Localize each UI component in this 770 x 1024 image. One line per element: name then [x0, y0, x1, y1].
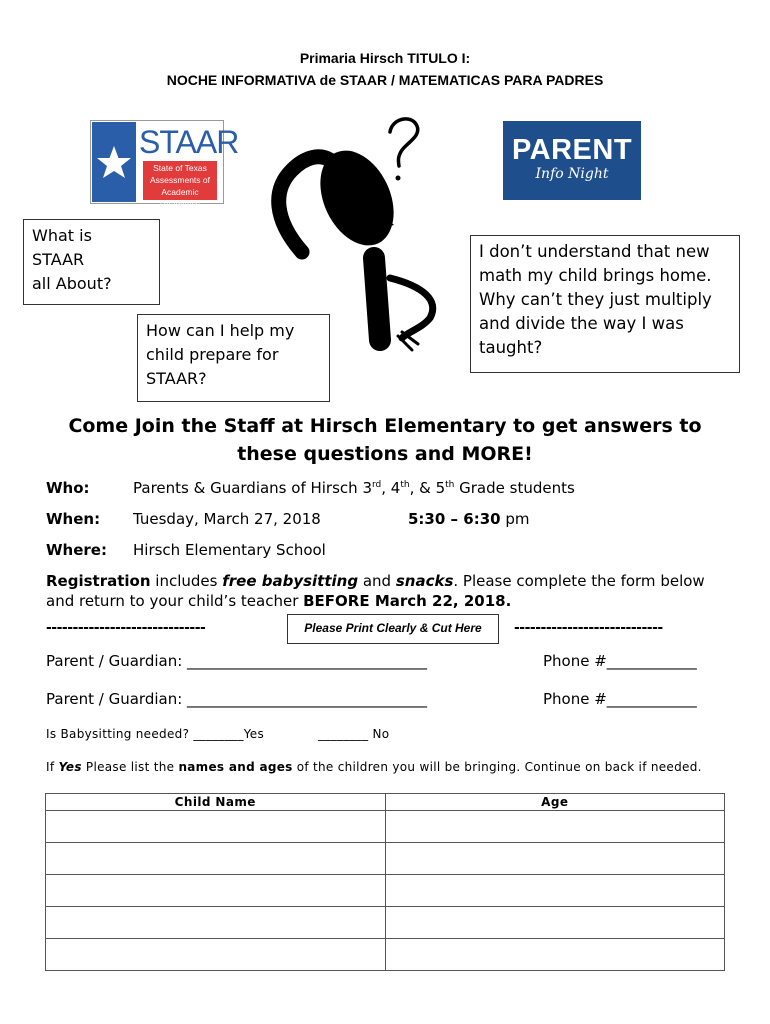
bubble-q2-line: How can I help my — [146, 321, 295, 340]
reg-snacks: snacks — [395, 572, 454, 590]
who-text: , 4 — [381, 479, 401, 497]
if-yes-word: Yes — [58, 760, 82, 774]
col-child-name: Child Name — [46, 794, 386, 811]
guardian-2-field[interactable]: Parent / Guardian: ________________________________ — [46, 690, 428, 708]
table-row — [46, 875, 725, 907]
reg-text: and return to your child’s teacher — [46, 592, 304, 610]
phone-2-field[interactable]: Phone #____________ — [543, 690, 697, 708]
staar-word: STAAR — [139, 124, 239, 160]
bubble-what-is-staar — [23, 219, 160, 305]
who-value — [133, 479, 575, 497]
when-pm: pm — [500, 510, 530, 528]
child-name-cell[interactable] — [46, 939, 386, 971]
bubble-q3-line: math my child brings home. — [479, 266, 712, 285]
sup-th: th — [445, 480, 455, 490]
when-date: Tuesday, March 27, 2018 — [133, 510, 321, 528]
who-label: Who: — [46, 479, 90, 497]
when-label: When: — [46, 510, 101, 528]
registration-text — [46, 571, 736, 611]
if-yes-instructions — [46, 760, 702, 774]
table-row — [46, 939, 725, 971]
sup-rd: rd — [371, 480, 382, 490]
bubble-q3-line: Why can’t they just multiply — [479, 290, 712, 309]
who-text: Parents & Guardians of Hirsch 3 — [133, 479, 372, 497]
bubble-help-prepare — [137, 314, 330, 402]
bubble-q3-line: I don’t understand that new — [479, 242, 710, 261]
age-cell[interactable] — [385, 875, 725, 907]
cut-line-right: ---------------------------- — [514, 620, 663, 636]
where-value: Hirsch Elementary School — [133, 541, 326, 559]
child-name-cell[interactable] — [46, 907, 386, 939]
bubble-new-math — [470, 235, 740, 373]
header-line-2: NOCHE INFORMATIVA de STAAR / MATEMATICAS PARA PADRES — [166, 72, 604, 88]
names-and-ages: names and ages — [178, 760, 293, 774]
staar-subtitle — [143, 161, 217, 209]
reg-free-babysitting: free babysitting — [222, 572, 359, 590]
age-cell[interactable] — [385, 843, 725, 875]
bubble-q2-line: child prepare for — [146, 345, 279, 364]
phone-1-field[interactable]: Phone #____________ — [543, 652, 697, 670]
reg-text: and — [358, 572, 396, 590]
when-time — [408, 510, 529, 528]
children-table — [45, 793, 725, 971]
child-name-cell[interactable] — [46, 843, 386, 875]
headline-line-2: these questions and MORE! — [237, 443, 533, 465]
parent-info-night-logo — [503, 121, 641, 200]
reg-text: . Please complete the form below — [453, 572, 705, 590]
col-age: Age — [385, 794, 725, 811]
bubble-q1-line: STAAR — [32, 250, 85, 269]
if-yes-text: If — [46, 760, 59, 774]
who-text: , & 5 — [409, 479, 446, 497]
reg-deadline: BEFORE March 22, 2018. — [303, 592, 512, 610]
bubble-q3-line: taught? — [479, 338, 543, 357]
bubble-q1-line: all About? — [32, 274, 112, 293]
staar-sub-3: Academic Readiness — [159, 187, 201, 209]
child-name-cell[interactable] — [46, 875, 386, 907]
staar-logo — [90, 120, 239, 209]
who-text: Grade students — [454, 479, 575, 497]
cut-here-label: Please Print Clearly & Cut Here — [287, 614, 499, 644]
texas-flag-icon — [92, 122, 136, 202]
parent-logo-subtitle: Info Night — [535, 166, 609, 182]
bubble-q2-line: STAAR? — [146, 369, 207, 388]
table-header-row — [46, 794, 725, 811]
child-name-cell[interactable] — [46, 811, 386, 843]
where-label: Where: — [46, 541, 107, 559]
reg-bold: Registration — [46, 572, 151, 590]
table-row — [46, 843, 725, 875]
table-row — [46, 907, 725, 939]
age-cell[interactable] — [385, 811, 725, 843]
header-line-1: Primaria Hirsch TITULO I: — [299, 50, 471, 66]
sup-th: th — [400, 480, 410, 490]
bubble-q3-line: and divide the way I was — [479, 314, 684, 333]
when-time-range: 5:30 – 6:30 — [408, 510, 501, 528]
babysitting-yes-field[interactable]: Is Babysitting needed? ________Yes — [46, 727, 265, 741]
if-yes-text: Please list the — [81, 760, 179, 774]
table-row — [46, 811, 725, 843]
babysitting-no-field[interactable]: ________ No — [318, 727, 390, 741]
headline-line-1: Come Join the Staff at Hirsch Elementary to get answers to — [68, 415, 702, 437]
parent-logo-title: PARENT — [511, 134, 633, 166]
reg-text: includes — [150, 572, 223, 590]
if-yes-text: of the children you will be bringing. Continue on back if needed. — [292, 760, 702, 774]
guardian-1-field[interactable]: Parent / Guardian: ________________________________ — [46, 652, 428, 670]
age-cell[interactable] — [385, 939, 725, 971]
staar-sub-1: State of Texas — [153, 163, 207, 173]
cut-line-left: ------------------------------ — [46, 620, 206, 636]
staar-sub-2: Assessments of — [150, 175, 210, 185]
age-cell[interactable] — [385, 907, 725, 939]
bubble-q1-line: What is — [32, 226, 92, 245]
